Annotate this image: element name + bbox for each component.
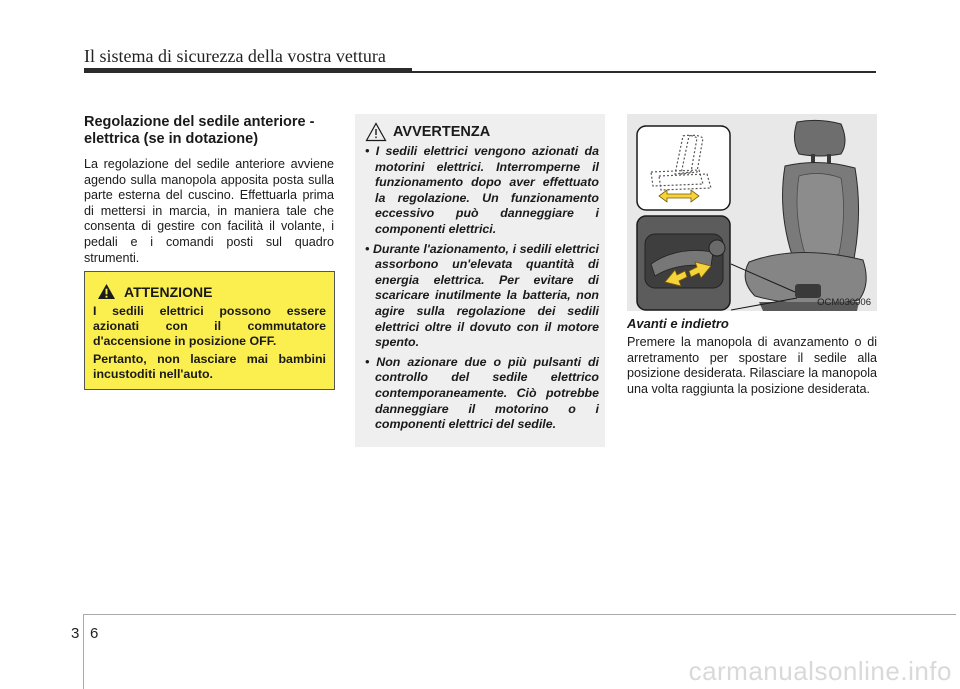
footer-rule bbox=[84, 614, 956, 615]
attention-box bbox=[84, 271, 335, 390]
section-title: Regolazione del sedile anteriore - elettrica (se in dotazione) bbox=[84, 114, 315, 147]
header-rule-thin bbox=[84, 71, 876, 73]
warning-title: AVVERTENZA bbox=[393, 124, 491, 140]
section-body: La regolazione del sedile anteriore avviene agendo sulla manopola apposita posta sulla parte esterna del cuscino. Effettuarla prima di mettersi in marcia, in maniera tale che consenta di gestire con facilità il volante, i pedali e i comandi posti sul quadro strumenti. bbox=[84, 157, 334, 265]
chapter-number: 3 bbox=[71, 625, 80, 642]
forward-back-title: Avanti e indietro bbox=[627, 316, 729, 331]
warning-outline-triangle-icon bbox=[365, 122, 387, 142]
seat-illustration bbox=[627, 114, 877, 311]
header-title: Il sistema di sicurezza della vostra vettura bbox=[84, 46, 386, 66]
forward-back-body: Premere la manopola di avanzamento o di arretramento per spostare il sedile alla posizione desiderata. Rilasciare la manopola una volta raggiunta la posizione desiderata. bbox=[627, 335, 877, 396]
warning-triangle-icon bbox=[97, 283, 116, 300]
page-number: 6 bbox=[90, 625, 99, 642]
attention-paragraph-1: I sedili elettrici possono essere azionati con il commutatore d'accensione in posizione OFF. bbox=[93, 304, 326, 348]
attention-title: ATTENZIONE bbox=[124, 283, 213, 300]
warning-box bbox=[355, 114, 605, 447]
warning-item: • Durante l'azionamento, i sedili elettrici assorbono un'elevata quantità di energia elettrica. Per evitare di scaricare inutilmente la batteria, non agire sulla regolazione dei sedili elettrici oltre il dovuto con il motore spento. bbox=[365, 241, 599, 350]
section-column bbox=[84, 114, 334, 266]
attention-header bbox=[93, 283, 326, 300]
seat-drawing bbox=[627, 114, 877, 311]
warning-item: • I sedili elettrici vengono azionati da motorini elettrici. Interromperne il funzionamento dopo aver effettuato la regolazione. Un funzionamento eccessivo può danneggiare i componenti elettrici. bbox=[365, 144, 599, 236]
attention-paragraph-2: Pertanto, non lasciare mai bambini incustoditi nell'auto. bbox=[93, 352, 326, 381]
watermark: carmanualsonline.info bbox=[688, 656, 952, 686]
warning-list bbox=[365, 144, 599, 437]
warning-header bbox=[365, 122, 490, 142]
forward-back-section bbox=[627, 316, 877, 397]
figure-code: OCM030006 bbox=[817, 297, 871, 308]
footer-vertical-rule bbox=[83, 614, 84, 689]
warning-item: • Non azionare due o più pulsanti di controllo del sedile elettrico contemporaneamente. Ciò potrebbe danneggiare il motorino o i componenti elettrici del sedile. bbox=[365, 354, 599, 432]
